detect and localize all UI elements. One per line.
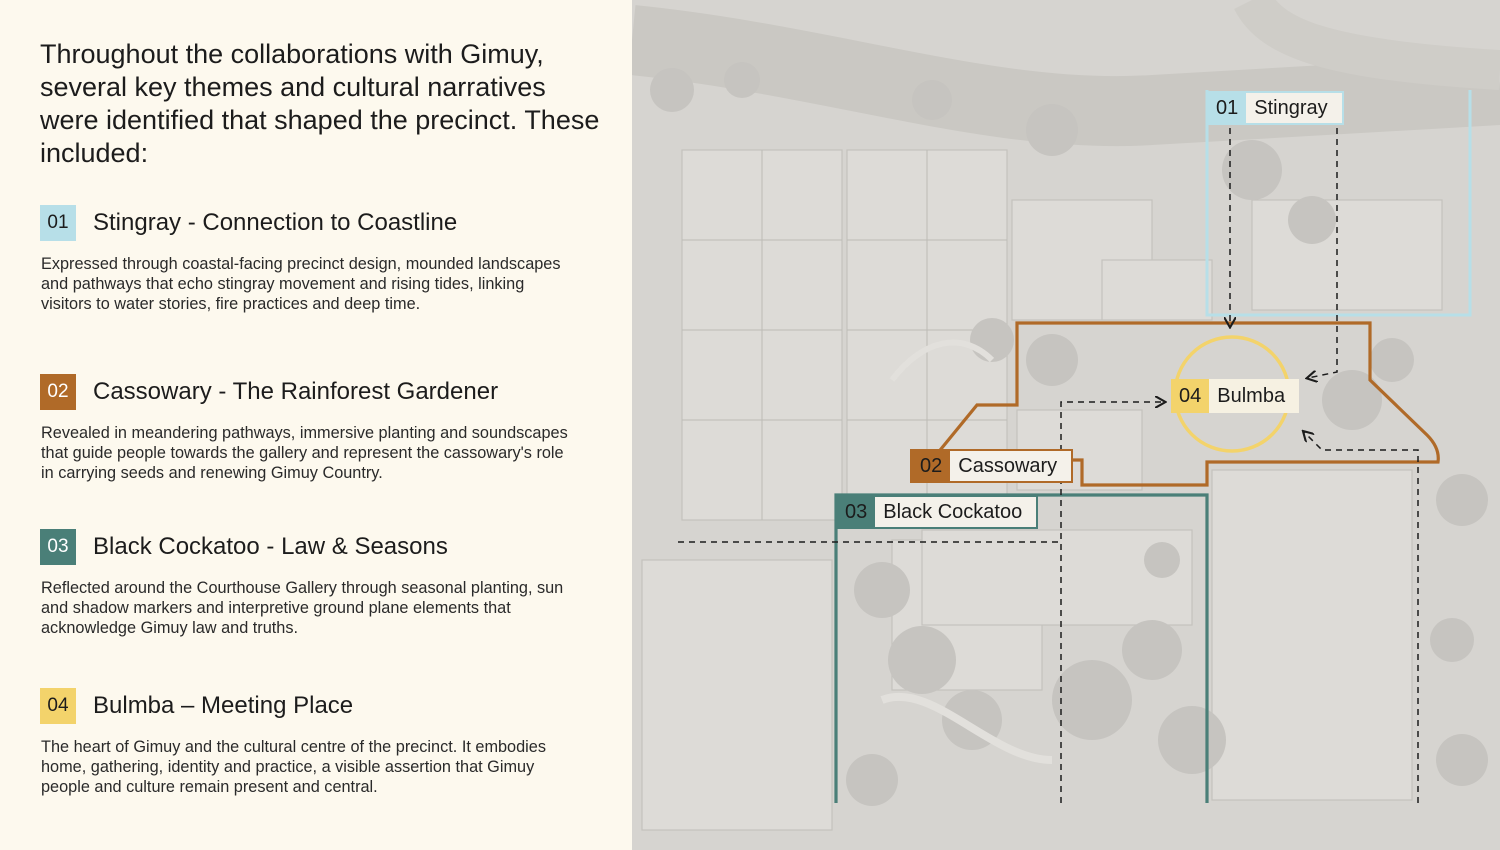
- intro-text: Throughout the collaborations with Gimuy, several key themes and cultural narratives were identified that shaped the precinct. These included:: [40, 39, 600, 168]
- map-label-text: Stingray: [1246, 93, 1341, 123]
- theme-title: Black Cockatoo - Law & Seasons: [93, 533, 448, 560]
- theme-title: Stingray - Connection to Coastline: [93, 209, 458, 236]
- theme-black-cockatoo: [40, 529, 600, 638]
- map-label-number: 03: [837, 497, 875, 527]
- theme-title: Bulmba – Meeting Place: [93, 692, 354, 719]
- theme-description: The heart of Gimuy and the cultural centre of the precinct. It embodies home, gathering, identity and practice, a visible assertion that Gimuy people and culture remain present and central.: [41, 738, 546, 796]
- map-label-black-cockatoo: [835, 495, 1038, 529]
- theme-number-badge: 02: [40, 374, 76, 410]
- theme-description: Revealed in meandering pathways, immersive planting and soundscapes that guide people towards the gallery and represent the cassowary's role in carrying seeds and renewing Gimuy Country.: [41, 424, 568, 482]
- theme-number-badge: 03: [40, 529, 76, 565]
- map-label-cassowary: [910, 449, 1073, 483]
- theme-stingray: [40, 205, 600, 314]
- site-plan-map: [632, 0, 1500, 850]
- map-label-text: Black Cockatoo: [875, 497, 1036, 527]
- theme-title: Cassowary - The Rainforest Gardener: [93, 378, 499, 405]
- site-plan-drawing: [632, 0, 1500, 850]
- map-label-text: Bulmba: [1209, 379, 1299, 413]
- theme-number-badge: 01: [40, 205, 76, 241]
- map-label-text: Cassowary: [950, 451, 1071, 481]
- theme-number-badge: 04: [40, 688, 76, 724]
- theme-description: Reflected around the Courthouse Gallery through seasonal planting, sun and shadow markers and interpretive ground plane elements that acknowledge Gimuy law and truths.: [41, 579, 564, 637]
- theme-bulmba: [40, 688, 600, 797]
- theme-cassowary: [40, 374, 600, 483]
- themes-panel: [0, 0, 632, 850]
- map-label-stingray: [1206, 91, 1344, 125]
- map-label-number: 01: [1208, 93, 1246, 123]
- map-label-number: 02: [912, 451, 950, 481]
- map-label-bulmba: [1171, 379, 1299, 413]
- map-label-number: 04: [1171, 379, 1209, 413]
- theme-description: Expressed through coastal-facing precinct design, mounded landscapes and pathways that echo stingray movement and rising tides, linking visitors to water stories, fire practices and deep time.: [41, 255, 561, 313]
